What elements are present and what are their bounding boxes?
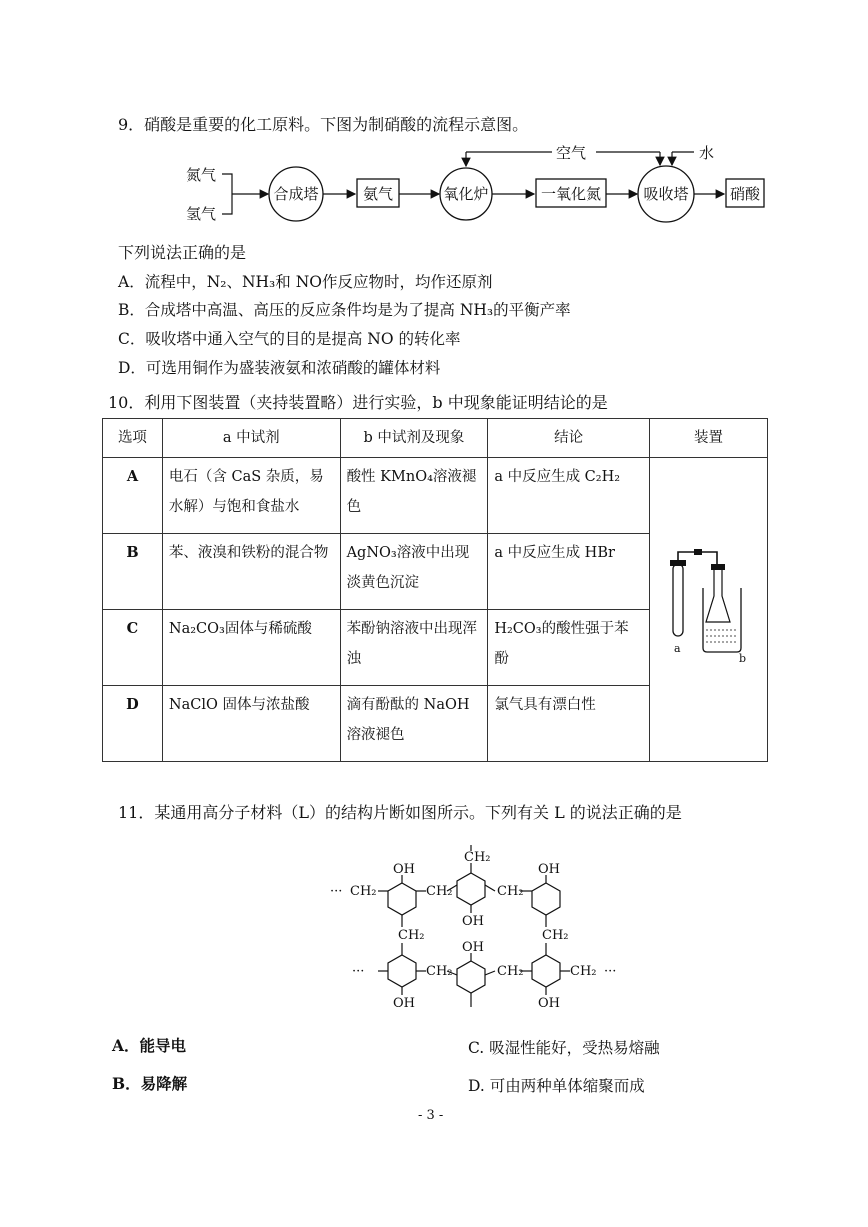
label-a: a — [673, 642, 681, 655]
svg-text:CH₂: CH₂ — [350, 884, 377, 899]
q9-flow-diagram — [0, 138, 868, 248]
apparatus-diagram — [659, 544, 759, 664]
header-a-reagent: a 中试剂 — [162, 419, 340, 458]
row-b: 苯酚钠溶液中出现浑浊 — [340, 610, 488, 686]
row-key: C — [103, 610, 163, 686]
flow-in-h2: 氢气 — [186, 205, 217, 223]
header-apparatus: 装置 — [650, 419, 768, 458]
svg-text:合成塔: 合成塔 — [273, 185, 319, 203]
q11-polymer-structure — [0, 835, 868, 1025]
label-b: b — [738, 652, 746, 664]
q11-option-c: C. 吸湿性能好，受热易熔融 — [468, 1039, 660, 1057]
q11-title: 11．某通用高分子材料（L）的结构片断如图所示。下列有关 L 的说法正确的是 — [118, 803, 682, 822]
q9-option-b: B．合成塔中高温、高压的反应条件均是为了提高 NH₃的平衡产率 — [118, 301, 571, 319]
q11-option-a: A．能导电 — [112, 1036, 187, 1055]
table-row — [103, 458, 768, 534]
page-number: - 3 - — [418, 1108, 444, 1123]
q9-option-c: C．吸收塔中通入空气的目的是提高 NO 的转化率 — [118, 330, 461, 348]
svg-text:OH: OH — [538, 862, 560, 877]
q10-table — [102, 418, 768, 762]
row-a: Na₂CO₃固体与稀硫酸 — [162, 610, 340, 686]
svg-text:CH₂: CH₂ — [426, 964, 453, 979]
svg-text:氨气: 氨气 — [362, 185, 394, 203]
svg-text:OH: OH — [393, 862, 415, 877]
svg-text:OH: OH — [462, 914, 484, 929]
svg-text:CH₂: CH₂ — [398, 928, 425, 943]
svg-text:硝酸: 硝酸 — [729, 185, 761, 203]
flow-water: 水 — [699, 144, 715, 162]
row-c: a 中反应生成 C₂H₂ — [488, 458, 650, 534]
q11-option-b: B．易降解 — [112, 1074, 188, 1093]
svg-text:CH₂: CH₂ — [542, 928, 569, 943]
row-c: a 中反应生成 HBr — [488, 534, 650, 610]
row-c: 氯气具有漂白性 — [488, 686, 650, 762]
header-b-reagent: b 中试剂及现象 — [340, 419, 488, 458]
svg-text:CH₂: CH₂ — [497, 884, 524, 899]
q9-option-d: D．可选用铜作为盛装液氨和浓硝酸的罐体材料 — [118, 359, 441, 377]
q9-option-a: A．流程中，N₂、NH₃和 NO作反应物时，均作还原剂 — [118, 273, 493, 291]
header-conclusion: 结论 — [488, 419, 650, 458]
row-c: H₂CO₃的酸性强于苯酚 — [488, 610, 650, 686]
row-key: D — [103, 686, 163, 762]
svg-text:···: ··· — [352, 964, 365, 979]
svg-text:OH: OH — [393, 996, 415, 1011]
q9-title: 9．硝酸是重要的化工原料。下图为制硝酸的流程示意图。 — [118, 115, 529, 134]
flow-air: 空气 — [556, 144, 587, 162]
table-header-row — [103, 419, 768, 458]
header-option: 选项 — [103, 419, 163, 458]
apparatus-cell — [650, 458, 768, 762]
svg-text:OH: OH — [538, 996, 560, 1011]
svg-text:氧化炉: 氧化炉 — [443, 185, 489, 203]
q9-prompt: 下列说法正确的是 — [118, 243, 247, 262]
row-b: AgNO₃溶液中出现淡黄色沉淀 — [340, 534, 488, 610]
flow-in-n2: 氮气 — [186, 166, 217, 184]
svg-text:吸收塔: 吸收塔 — [643, 185, 689, 203]
svg-text:CH₂: CH₂ — [426, 884, 453, 899]
row-key: A — [103, 458, 163, 534]
svg-text:···: ··· — [330, 884, 343, 899]
row-b: 滴有酚酞的 NaOH 溶液褪色 — [340, 686, 488, 762]
svg-text:···: ··· — [604, 964, 617, 979]
row-a: 电石（含 CaS 杂质，易水解）与饱和食盐水 — [162, 458, 340, 534]
svg-text:CH₂: CH₂ — [497, 964, 524, 979]
row-key: B — [103, 534, 163, 610]
row-b: 酸性 KMnO₄溶液褪色 — [340, 458, 488, 534]
svg-text:CH₂: CH₂ — [464, 850, 491, 865]
svg-text:CH₂: CH₂ — [570, 964, 597, 979]
row-a: NaClO 固体与浓盐酸 — [162, 686, 340, 762]
row-a: 苯、液溴和铁粉的混合物 — [162, 534, 340, 610]
svg-text:一氧化氮: 一氧化氮 — [540, 185, 602, 203]
q10-title: 10．利用下图装置（夹持装置略）进行实验，b 中现象能证明结论的是 — [108, 393, 608, 412]
q11-option-d: D. 可由两种单体缩聚而成 — [468, 1077, 645, 1095]
svg-text:OH: OH — [462, 940, 484, 955]
